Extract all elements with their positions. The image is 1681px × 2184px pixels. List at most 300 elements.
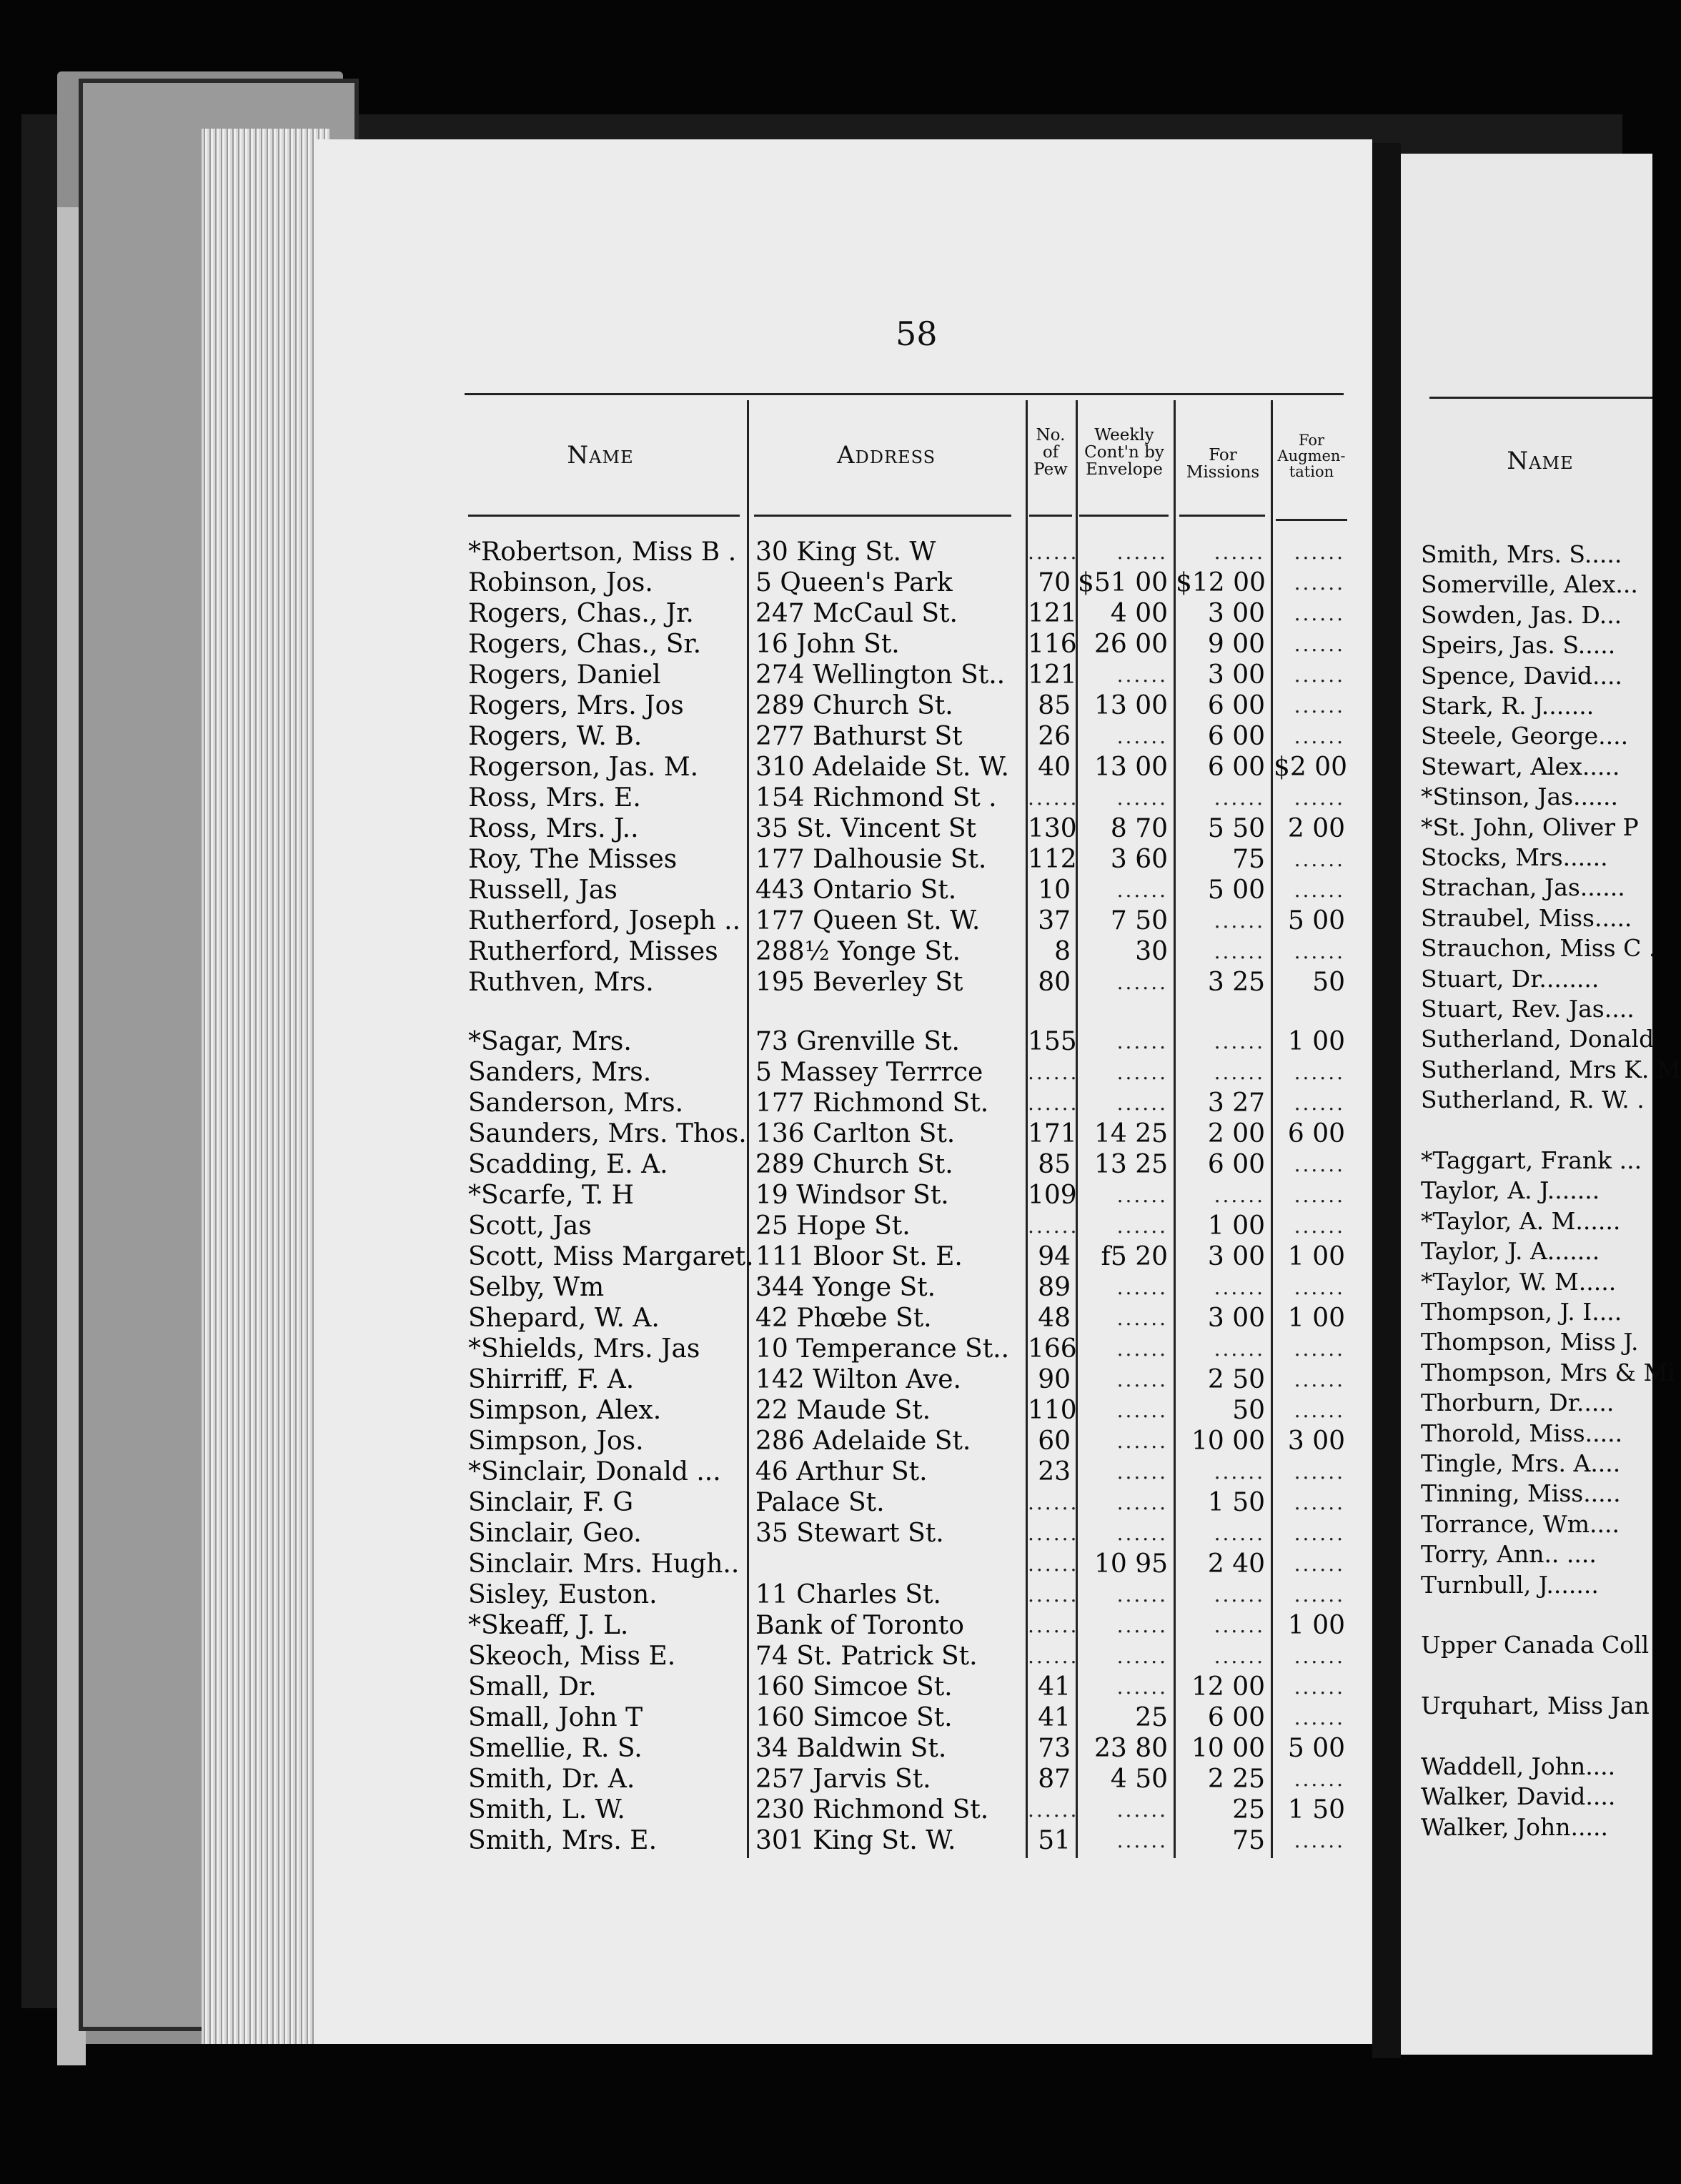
cell-address: 289 Church St. bbox=[755, 691, 953, 720]
cell-aug: 5 00 bbox=[1287, 1734, 1345, 1763]
cell-pew: ...... bbox=[1028, 1644, 1079, 1668]
cell-aug: ...... bbox=[1294, 1399, 1345, 1422]
right-list-item: Tingle, Mrs. A.... bbox=[1421, 1449, 1621, 1477]
cell-address: 177 Dalhousie St. bbox=[755, 845, 987, 874]
cell-name: Smith, Mrs. E. bbox=[468, 1826, 658, 1855]
right-list-item: *St. John, Oliver P bbox=[1421, 813, 1639, 841]
table-row bbox=[0, 1242, 1372, 1272]
cell-missions: 3 00 bbox=[1207, 660, 1265, 690]
cell-missions: 2 40 bbox=[1207, 1549, 1265, 1579]
cell-pew: 85 bbox=[1038, 691, 1071, 720]
cell-weekly: 26 00 bbox=[1094, 630, 1168, 659]
cell-aug: ...... bbox=[1294, 1276, 1345, 1299]
cell-address: 25 Hope St. bbox=[755, 1211, 911, 1241]
cell-name: Shirriff, F. A. bbox=[468, 1365, 635, 1394]
table-row bbox=[0, 630, 1372, 660]
right-list-item: Walker, John..... bbox=[1421, 1812, 1608, 1841]
cell-pew: 85 bbox=[1038, 1150, 1071, 1179]
cell-missions: 6 00 bbox=[1207, 1150, 1265, 1179]
cell-weekly: ...... bbox=[1116, 1460, 1168, 1484]
table-row bbox=[0, 937, 1372, 967]
cell-pew: 73 bbox=[1038, 1734, 1071, 1763]
cell-pew: 110 bbox=[1028, 1396, 1077, 1425]
cell-pew: 116 bbox=[1028, 630, 1077, 659]
right-list-item: Stocks, Mrs...... bbox=[1421, 843, 1608, 871]
cell-weekly: ...... bbox=[1116, 1429, 1168, 1453]
cell-weekly: ...... bbox=[1116, 1798, 1168, 1822]
cell-aug: ...... bbox=[1294, 1706, 1345, 1729]
cell-aug: ...... bbox=[1294, 725, 1345, 748]
cell-pew: ...... bbox=[1028, 1214, 1079, 1238]
cell-pew: 80 bbox=[1038, 968, 1071, 997]
cell-name: Small, Dr. bbox=[468, 1672, 597, 1702]
cell-aug: ...... bbox=[1294, 1061, 1345, 1084]
header-underline-missions bbox=[1179, 515, 1265, 517]
cell-weekly: ...... bbox=[1116, 725, 1168, 748]
cell-aug: 5 00 bbox=[1287, 906, 1345, 935]
cell-name: Rutherford, Misses bbox=[468, 937, 718, 966]
cell-weekly: ...... bbox=[1116, 1337, 1168, 1361]
table-row bbox=[0, 1181, 1372, 1211]
cell-pew: 60 bbox=[1038, 1426, 1071, 1456]
table-row bbox=[0, 1150, 1372, 1180]
cell-address: 42 Phœbe St. bbox=[755, 1304, 932, 1333]
cell-aug: ...... bbox=[1294, 632, 1345, 656]
table-row bbox=[0, 1457, 1372, 1487]
cell-weekly: 23 80 bbox=[1094, 1734, 1168, 1763]
header-pew: No. of Pew bbox=[1033, 426, 1068, 480]
cell-name: Sinclair, F. G bbox=[468, 1488, 634, 1517]
right-list-item: Stewart, Alex..... bbox=[1421, 752, 1620, 780]
cell-name: Rutherford, Joseph .. bbox=[468, 906, 741, 935]
right-list-item: Speirs, Jas. S..... bbox=[1421, 631, 1616, 660]
cell-weekly: ...... bbox=[1116, 878, 1168, 902]
table-row bbox=[0, 783, 1372, 813]
cell-pew: ...... bbox=[1028, 1798, 1079, 1822]
cell-address: 10 Temperance St.. bbox=[755, 1334, 1010, 1364]
cell-name: *Sagar, Mrs. bbox=[468, 1027, 632, 1056]
cell-aug: ...... bbox=[1294, 848, 1345, 871]
cell-name: Rogers, Daniel bbox=[468, 660, 661, 690]
cell-aug: ...... bbox=[1294, 1644, 1345, 1668]
right-list-item: Sutherland, Mrs K. M bbox=[1421, 1055, 1681, 1083]
cell-address: 11 Charles St. bbox=[755, 1580, 941, 1609]
cell-name: Russell, Jas bbox=[468, 875, 618, 905]
cell-missions: 6 00 bbox=[1207, 722, 1265, 751]
cell-pew: ...... bbox=[1028, 1091, 1079, 1115]
table-row bbox=[0, 660, 1372, 690]
cell-address: 443 Ontario St. bbox=[755, 875, 957, 905]
cell-aug: ...... bbox=[1294, 1491, 1345, 1514]
cell-weekly: ...... bbox=[1116, 663, 1168, 687]
cell-address: 277 Bathurst St bbox=[755, 722, 963, 751]
cell-weekly: ...... bbox=[1116, 1214, 1168, 1238]
cell-missions: 3 27 bbox=[1207, 1088, 1265, 1118]
right-list-item: Taylor, J. A....... bbox=[1421, 1237, 1600, 1266]
right-header-name: Name bbox=[1507, 447, 1574, 475]
cell-address: Palace St. bbox=[755, 1488, 885, 1517]
right-list-item: Sutherland, Donald bbox=[1421, 1025, 1655, 1053]
cell-address: 46 Arthur St. bbox=[755, 1457, 928, 1486]
cell-aug: 3 00 bbox=[1287, 1426, 1345, 1456]
cell-weekly: ...... bbox=[1116, 1091, 1168, 1115]
cell-name: Simpson, Jos. bbox=[468, 1426, 644, 1456]
cell-pew: ...... bbox=[1028, 1522, 1079, 1545]
cell-name: Robinson, Jos. bbox=[468, 568, 653, 597]
table-row bbox=[0, 1088, 1372, 1118]
right-list-item: *Taggart, Frank ... bbox=[1421, 1146, 1642, 1174]
cell-address: 177 Richmond St. bbox=[755, 1088, 989, 1118]
cell-address: 19 Windsor St. bbox=[755, 1181, 949, 1210]
cell-pew: 171 bbox=[1028, 1119, 1077, 1148]
cell-aug: ...... bbox=[1294, 1183, 1345, 1207]
right-list-item: Waddell, John.... bbox=[1421, 1752, 1616, 1780]
right-list-item: Urquhart, Miss Jan bbox=[1421, 1692, 1650, 1720]
cell-missions: ...... bbox=[1214, 1061, 1265, 1084]
cell-aug: 6 00 bbox=[1287, 1119, 1345, 1148]
cell-pew: 26 bbox=[1038, 722, 1071, 751]
cell-name: Rogers, Chas., Jr. bbox=[468, 599, 694, 628]
cell-missions: ...... bbox=[1214, 1183, 1265, 1207]
table-row bbox=[0, 1211, 1372, 1241]
header-address: Address bbox=[836, 441, 936, 470]
right-list-item bbox=[1421, 1722, 1657, 1752]
cell-pew: 94 bbox=[1038, 1242, 1071, 1271]
right-list-item: Sutherland, R. W. . bbox=[1421, 1086, 1645, 1114]
cell-pew: ...... bbox=[1028, 540, 1079, 564]
cell-missions: ...... bbox=[1214, 1337, 1265, 1361]
cell-name: Roy, The Misses bbox=[468, 845, 678, 874]
right-list-item: Stuart, Dr........ bbox=[1421, 964, 1600, 993]
cell-pew: 37 bbox=[1038, 906, 1071, 935]
cell-aug: ...... bbox=[1294, 1522, 1345, 1545]
cell-aug: ...... bbox=[1294, 1829, 1345, 1852]
cell-name: Ross, Mrs. E. bbox=[468, 783, 641, 813]
cell-name: Sanders, Mrs. bbox=[468, 1058, 652, 1087]
table-row bbox=[0, 537, 1372, 567]
cell-pew: 41 bbox=[1038, 1672, 1071, 1702]
cell-weekly: ...... bbox=[1116, 1675, 1168, 1699]
cell-missions: 1 00 bbox=[1207, 1211, 1265, 1241]
cell-name: Saunders, Mrs. Thos. bbox=[468, 1119, 747, 1148]
cell-address: 5 Massey Terrrce bbox=[755, 1058, 983, 1087]
cell-missions: 2 50 bbox=[1207, 1365, 1265, 1394]
cell-address: 289 Church St. bbox=[755, 1150, 953, 1179]
cell-weekly: 13 25 bbox=[1094, 1150, 1168, 1179]
cell-aug: ...... bbox=[1294, 1337, 1345, 1361]
cell-aug: 1 00 bbox=[1287, 1611, 1345, 1640]
cell-address: 30 King St. W bbox=[755, 537, 936, 567]
cell-name: Sanderson, Mrs. bbox=[468, 1088, 684, 1118]
right-list-item: Straubel, Miss..... bbox=[1421, 903, 1632, 932]
cell-pew: 70 bbox=[1038, 568, 1071, 597]
cell-weekly: ...... bbox=[1116, 1399, 1168, 1422]
right-list-item bbox=[1421, 1661, 1657, 1691]
cell-name: Scott, Jas bbox=[468, 1211, 592, 1241]
cell-pew: ...... bbox=[1028, 1583, 1079, 1607]
cell-pew: ...... bbox=[1028, 1491, 1079, 1514]
cell-aug: ...... bbox=[1294, 602, 1345, 625]
cell-missions: 6 00 bbox=[1207, 753, 1265, 782]
top-rule-right bbox=[1429, 397, 1652, 399]
cell-pew: ...... bbox=[1028, 1614, 1079, 1637]
cell-name: Sinclair. Mrs. Hugh.. bbox=[468, 1549, 740, 1579]
cell-missions: 75 bbox=[1232, 845, 1265, 874]
cell-name: *Shields, Mrs. Jas bbox=[468, 1334, 700, 1364]
cell-missions: 75 bbox=[1232, 1826, 1265, 1855]
table-row bbox=[0, 1580, 1372, 1610]
header-underline-aug bbox=[1276, 519, 1347, 521]
cell-name: Smith, L. W. bbox=[468, 1795, 625, 1825]
table-row bbox=[0, 1519, 1372, 1549]
cell-name: Smellie, R. S. bbox=[468, 1734, 643, 1763]
cell-weekly: ...... bbox=[1116, 1522, 1168, 1545]
right-list-item: Torry, Ann.. .... bbox=[1421, 1540, 1597, 1569]
cell-weekly: ...... bbox=[1116, 1368, 1168, 1391]
cell-weekly: ...... bbox=[1116, 786, 1168, 810]
cell-missions: 3 25 bbox=[1207, 968, 1265, 997]
right-list-item: Walker, David.... bbox=[1421, 1782, 1616, 1811]
cell-aug: ...... bbox=[1294, 940, 1345, 963]
cell-missions: ...... bbox=[1214, 940, 1265, 963]
table-row bbox=[0, 1334, 1372, 1364]
cell-name: Rogers, Chas., Sr. bbox=[468, 630, 702, 659]
cell-address: 344 Yonge St. bbox=[755, 1273, 936, 1302]
cell-missions: $12 00 bbox=[1176, 568, 1266, 597]
cell-pew: 87 bbox=[1038, 1764, 1071, 1794]
cell-missions: 50 bbox=[1232, 1396, 1265, 1425]
cell-missions: ...... bbox=[1214, 1522, 1265, 1545]
cell-missions: 6 00 bbox=[1207, 691, 1265, 720]
header-weekly: Weekly Cont'n by Envelope bbox=[1084, 426, 1164, 480]
table-row bbox=[0, 1396, 1372, 1426]
cell-aug: ...... bbox=[1294, 1153, 1345, 1176]
cell-pew: ...... bbox=[1028, 786, 1079, 810]
cell-name: Sisley, Euston. bbox=[468, 1580, 658, 1609]
cell-aug: 1 50 bbox=[1287, 1795, 1345, 1825]
cell-aug: ...... bbox=[1294, 786, 1345, 810]
cell-address: Bank of Toronto bbox=[755, 1611, 964, 1640]
cell-address: 160 Simcoe St. bbox=[755, 1703, 953, 1732]
cell-address: 142 Wilton Ave. bbox=[755, 1365, 961, 1394]
table-row bbox=[0, 1764, 1372, 1795]
cell-missions: 2 00 bbox=[1207, 1119, 1265, 1148]
right-list-item: *Stinson, Jas...... bbox=[1421, 783, 1618, 811]
right-list-item: Steele, George.... bbox=[1421, 722, 1629, 750]
cell-missions: ...... bbox=[1214, 540, 1265, 564]
right-list-item: Smith, Mrs. S..... bbox=[1421, 540, 1622, 568]
cell-pew: 121 bbox=[1028, 660, 1077, 690]
cell-missions: ...... bbox=[1214, 786, 1265, 810]
cell-aug: ...... bbox=[1294, 1675, 1345, 1699]
cell-address: 230 Richmond St. bbox=[755, 1795, 989, 1825]
cell-missions: ...... bbox=[1214, 1644, 1265, 1668]
right-list-item: Stuart, Rev. Jas.... bbox=[1421, 995, 1635, 1023]
cell-weekly: 3 60 bbox=[1110, 845, 1168, 874]
cell-missions: ...... bbox=[1214, 1460, 1265, 1484]
cell-name: Ruthven, Mrs. bbox=[468, 968, 654, 997]
cell-aug: ...... bbox=[1294, 1583, 1345, 1607]
table-row bbox=[0, 968, 1372, 998]
cell-pew: 40 bbox=[1038, 753, 1071, 782]
header-underline-pew bbox=[1029, 515, 1072, 517]
right-list-item bbox=[1421, 1116, 1657, 1146]
table-row bbox=[0, 1549, 1372, 1579]
table-row bbox=[0, 691, 1372, 721]
header-name: Name bbox=[567, 441, 634, 470]
cell-missions: 1 50 bbox=[1207, 1488, 1265, 1517]
right-list-item: Strachan, Jas...... bbox=[1421, 873, 1625, 902]
cell-weekly: ...... bbox=[1116, 1583, 1168, 1607]
cell-aug: 2 00 bbox=[1287, 814, 1345, 843]
cell-aug: ...... bbox=[1294, 1460, 1345, 1484]
cell-pew: 166 bbox=[1028, 1334, 1077, 1364]
cell-weekly: 4 00 bbox=[1110, 599, 1168, 628]
table-row bbox=[0, 1642, 1372, 1672]
cell-address: 177 Queen St. W. bbox=[755, 906, 981, 935]
cell-aug: 1 00 bbox=[1287, 1242, 1345, 1271]
cell-address: 73 Grenville St. bbox=[755, 1027, 960, 1056]
cell-name: Skeoch, Miss E. bbox=[468, 1642, 676, 1671]
cell-missions: 2 25 bbox=[1207, 1764, 1265, 1794]
cell-name: Rogerson, Jas. M. bbox=[468, 753, 699, 782]
cell-address: 247 McCaul St. bbox=[755, 599, 958, 628]
cell-name: Smith, Dr. A. bbox=[468, 1764, 635, 1794]
cell-missions: ...... bbox=[1214, 909, 1265, 933]
cell-weekly: ...... bbox=[1116, 1276, 1168, 1299]
cell-address: 257 Jarvis St. bbox=[755, 1764, 931, 1794]
cell-missions: ...... bbox=[1214, 1614, 1265, 1637]
cell-address: 154 Richmond St . bbox=[755, 783, 997, 813]
right-list-item: Thompson, J. I.... bbox=[1421, 1298, 1622, 1326]
cell-missions: 6 00 bbox=[1207, 1703, 1265, 1732]
table-row bbox=[0, 1273, 1372, 1303]
cell-pew: 155 bbox=[1028, 1027, 1077, 1056]
right-list-item: Torrance, Wm.... bbox=[1421, 1509, 1620, 1538]
table-row bbox=[0, 1795, 1372, 1825]
right-list-item: *Taylor, W. M..... bbox=[1421, 1267, 1617, 1296]
cell-weekly: 30 bbox=[1135, 937, 1168, 966]
table-row bbox=[0, 722, 1372, 752]
cell-address: 274 Wellington St.. bbox=[755, 660, 1006, 690]
cell-address: 35 St. Vincent St bbox=[755, 814, 977, 843]
cell-weekly: f5 20 bbox=[1101, 1242, 1168, 1271]
cell-address: 160 Simcoe St. bbox=[755, 1672, 953, 1702]
cell-address: 310 Adelaide St. W. bbox=[755, 753, 1009, 782]
cell-aug: 1 00 bbox=[1287, 1304, 1345, 1333]
cell-address: 22 Maude St. bbox=[755, 1396, 931, 1425]
table-row bbox=[0, 1672, 1372, 1702]
cell-aug: ...... bbox=[1294, 1368, 1345, 1391]
table-row bbox=[0, 1488, 1372, 1518]
cell-weekly: 7 50 bbox=[1110, 906, 1168, 935]
cell-address: 301 King St. W. bbox=[755, 1826, 956, 1855]
right-list-item: Spence, David.... bbox=[1421, 661, 1622, 690]
cell-weekly: ...... bbox=[1116, 1306, 1168, 1330]
cell-address: 111 Bloor St. E. bbox=[755, 1242, 963, 1271]
cell-weekly: ...... bbox=[1116, 1614, 1168, 1637]
table-row bbox=[0, 599, 1372, 629]
cell-name: *Sinclair, Donald ... bbox=[468, 1457, 721, 1486]
right-list-item bbox=[1421, 1600, 1657, 1630]
book-gutter bbox=[1372, 143, 1401, 2058]
cell-address: 34 Baldwin St. bbox=[755, 1734, 947, 1763]
cell-weekly: 4 50 bbox=[1110, 1764, 1168, 1794]
cell-name: *Scarfe, T. H bbox=[468, 1181, 635, 1210]
table-row bbox=[0, 1119, 1372, 1149]
cell-name: Small, John T bbox=[468, 1703, 643, 1732]
right-list-item: Thompson, Miss J. bbox=[1421, 1328, 1639, 1356]
right-list-item: Thorold, Miss..... bbox=[1421, 1419, 1623, 1447]
cell-missions: 9 00 bbox=[1207, 630, 1265, 659]
cell-aug: ...... bbox=[1294, 1091, 1345, 1115]
cell-weekly: 25 bbox=[1135, 1703, 1168, 1732]
header-underline-address bbox=[754, 515, 1011, 517]
right-list-item: Somerville, Alex... bbox=[1421, 570, 1638, 599]
cell-aug: ...... bbox=[1294, 694, 1345, 718]
right-list-item: *Taylor, A. M...... bbox=[1421, 1206, 1621, 1235]
cell-pew: ...... bbox=[1028, 1552, 1079, 1576]
table-row bbox=[0, 1734, 1372, 1764]
cell-missions: 10 00 bbox=[1191, 1426, 1265, 1456]
cell-address: 35 Stewart St. bbox=[755, 1519, 944, 1548]
cell-missions: ...... bbox=[1214, 1583, 1265, 1607]
cell-name: Rogers, Mrs. Jos bbox=[468, 691, 684, 720]
cell-address: 286 Adelaide St. bbox=[755, 1426, 971, 1456]
cell-name: Shepard, W. A. bbox=[468, 1304, 660, 1333]
cell-name: Rogers, W. B. bbox=[468, 722, 643, 751]
right-list-item: Taylor, A. J....... bbox=[1421, 1176, 1600, 1205]
cell-name: Sinclair, Geo. bbox=[468, 1519, 642, 1548]
cell-pew: ...... bbox=[1028, 1061, 1079, 1084]
table-row bbox=[0, 845, 1372, 875]
top-rule bbox=[465, 393, 1344, 395]
cell-weekly: $51 00 bbox=[1078, 568, 1168, 597]
cell-name: Scott, Miss Margaret. bbox=[468, 1242, 754, 1271]
cell-pew: 48 bbox=[1038, 1304, 1071, 1333]
table-row bbox=[0, 1611, 1372, 1641]
cell-aug: ...... bbox=[1294, 1214, 1345, 1238]
table-row bbox=[0, 1304, 1372, 1334]
table-row bbox=[0, 1426, 1372, 1456]
cell-weekly: ...... bbox=[1116, 1829, 1168, 1852]
right-list-item: Stark, R. J....... bbox=[1421, 692, 1595, 720]
right-list-item: Tinning, Miss..... bbox=[1421, 1479, 1621, 1508]
cell-weekly: ...... bbox=[1116, 540, 1168, 564]
right-list-item: Turnbull, J....... bbox=[1421, 1570, 1599, 1599]
right-list-item: Thorburn, Dr..... bbox=[1421, 1389, 1615, 1417]
cell-name: Simpson, Alex. bbox=[468, 1396, 662, 1425]
cell-pew: 23 bbox=[1038, 1457, 1071, 1486]
cell-missions: 3 00 bbox=[1207, 1304, 1265, 1333]
cell-weekly: 13 00 bbox=[1094, 691, 1168, 720]
cell-weekly: ...... bbox=[1116, 1030, 1168, 1053]
header-underline-weekly bbox=[1079, 515, 1169, 517]
cell-missions: ...... bbox=[1214, 1276, 1265, 1299]
header-underline-name bbox=[468, 515, 740, 517]
cell-weekly: ...... bbox=[1116, 1061, 1168, 1084]
table-row bbox=[0, 753, 1372, 783]
cell-pew: 112 bbox=[1028, 845, 1077, 874]
cell-address: 136 Carlton St. bbox=[755, 1119, 956, 1148]
table-row bbox=[0, 1365, 1372, 1395]
cell-pew: 41 bbox=[1038, 1703, 1071, 1732]
cell-pew: 10 bbox=[1038, 875, 1071, 905]
cell-aug: ...... bbox=[1294, 878, 1345, 902]
table-row bbox=[0, 1058, 1372, 1088]
cell-aug: ...... bbox=[1294, 1552, 1345, 1576]
cell-aug: ...... bbox=[1294, 571, 1345, 595]
